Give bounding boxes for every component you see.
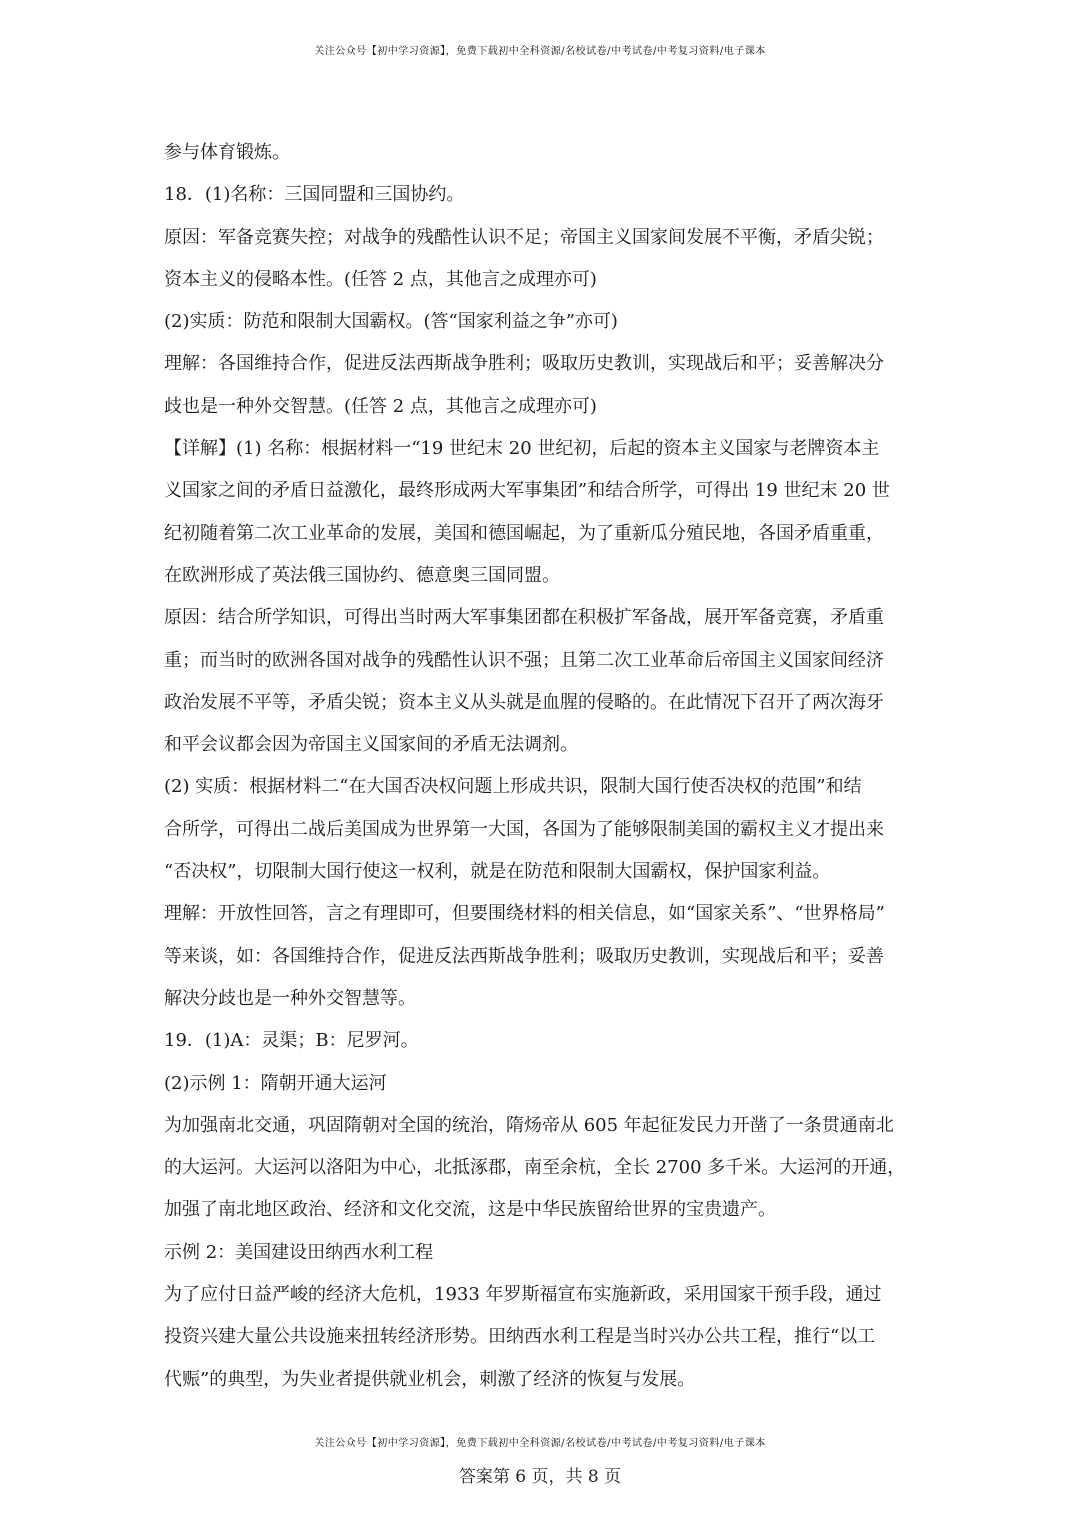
text-line: 加强了南北地区政治、经济和文化交流，这是中华民族留给世界的宝贵遗产。 — [164, 1199, 776, 1221]
text-line: 歧也是一种外交智慧。(任答 2 点，其他言之成理亦可) — [164, 395, 597, 417]
text-line: 资本主义的侵略本性。(任答 2 点，其他言之成理亦可) — [164, 268, 597, 290]
text-line: 重；而当时的欧洲各国对战争的残酷性认识不强；且第二次工业革命后帝国主义国家间经济 — [164, 649, 884, 671]
text-line: 原因：结合所学知识，可得出当时两大军事集团都在积极扩军备战，展开军备竞赛，矛盾重 — [164, 607, 884, 629]
text-line: 合所学，可得出二战后美国成为世界第一大国，各国为了能够限制美国的霸权主义才提出来 — [164, 818, 884, 840]
text-line: 为加强南北交通，巩固隋朝对全国的统治，隋炀帝从 605 年起征发民力开凿了一条贯通南北 — [164, 1114, 894, 1136]
text-line: 代赈”的典型，为失业者提供就业机会，刺激了经济的恢复与发展。 — [164, 1368, 696, 1390]
text-line: (2) 实质：根据材料二“在大国否决权问题上形成共识，限制大国行使否决权的范围”和结 — [164, 776, 862, 798]
text-line: 为了应付日益严峻的经济大危机，1933 年罗斯福宣布实施新政，采用国家干预手段，通过 — [164, 1284, 882, 1306]
text-line: 19．(1)A：灵渠；B：尼罗河。 — [164, 1030, 419, 1052]
header-banner: 关注公众号【初中学习资源】，免费下载初中全科资源/名校试卷/中考试卷/中考复习资料/电子课本 — [314, 46, 766, 57]
text-line: 示例 2：美国建设田纳西水利工程 — [164, 1241, 434, 1263]
footer-banner: 关注公众号【初中学习资源】，免费下载初中全科资源/名校试卷/中考试卷/中考复习资料/电子课本 — [314, 1438, 766, 1449]
text-line: (2)实质：防范和限制大国霸权。(答“国家利益之争”亦可) — [164, 311, 618, 333]
text-line: 参与体育锻炼。 — [164, 142, 290, 163]
text-line: 投资兴建大量公共设施来扭转经济形势。田纳西水利工程是当时兴办公共工程，推行“以工 — [164, 1326, 876, 1348]
answer-content — [164, 136, 920, 1405]
text-line: 政治发展不平等，矛盾尖锐；资本主义从头就是血腥的侵略的。在此情况下召开了两次海牙 — [164, 691, 884, 713]
text-line: 原因：军备竞赛失控；对战争的残酷性认识不足；帝国主义国家间发展不平衡，矛盾尖锐； — [164, 226, 884, 248]
text-line: 理解：开放性回答，言之有理即可，但要围绕材料的相关信息，如“国家关系”、“世界格局” — [164, 903, 885, 925]
text-line: 的大运河。大运河以洛阳为中心，北抵涿郡，南至余杭，全长 2700 多千米。大运河的开通， — [164, 1157, 906, 1179]
text-line: 在欧洲形成了英法俄三国协约、德意奥三国同盟。 — [164, 564, 560, 586]
text-line: (2)示例 1：隋朝开通大运河 — [164, 1072, 387, 1094]
text-line: 【详解】(1) 名称：根据材料一“19 世纪末 20 世纪初，后起的资本主义国家与老牌资本主 — [164, 438, 880, 460]
text-line: 义国家之间的矛盾日益激化，最终形成两大军事集团”和结合所学，可得出 19 世纪末 20 世 — [164, 480, 890, 502]
text-line: 纪初随着第二次工业革命的发展，美国和德国崛起，为了重新瓜分殖民地，各国矛盾重重， — [164, 522, 884, 544]
text-line: 解决分歧也是一种外交智慧等。 — [164, 987, 416, 1009]
text-line: 等来谈，如：各国维持合作，促进反法西斯战争胜利；吸取历史教训，实现战后和平；妥善 — [164, 945, 884, 967]
text-line: “否决权”，切限制大国行使这一权利，就是在防范和限制大国霸权，保护国家利益。 — [164, 861, 831, 883]
text-line: 和平会议都会因为帝国主义国家间的矛盾无法调剂。 — [164, 734, 578, 756]
page-number: 答案第 6 页，共 8 页 — [458, 1467, 622, 1487]
text-line: 18．(1)名称：三国同盟和三国协约。 — [164, 184, 465, 206]
text-line: 理解：各国维持合作，促进反法西斯战争胜利；吸取历史教训，实现战后和平；妥善解决分 — [164, 353, 884, 375]
